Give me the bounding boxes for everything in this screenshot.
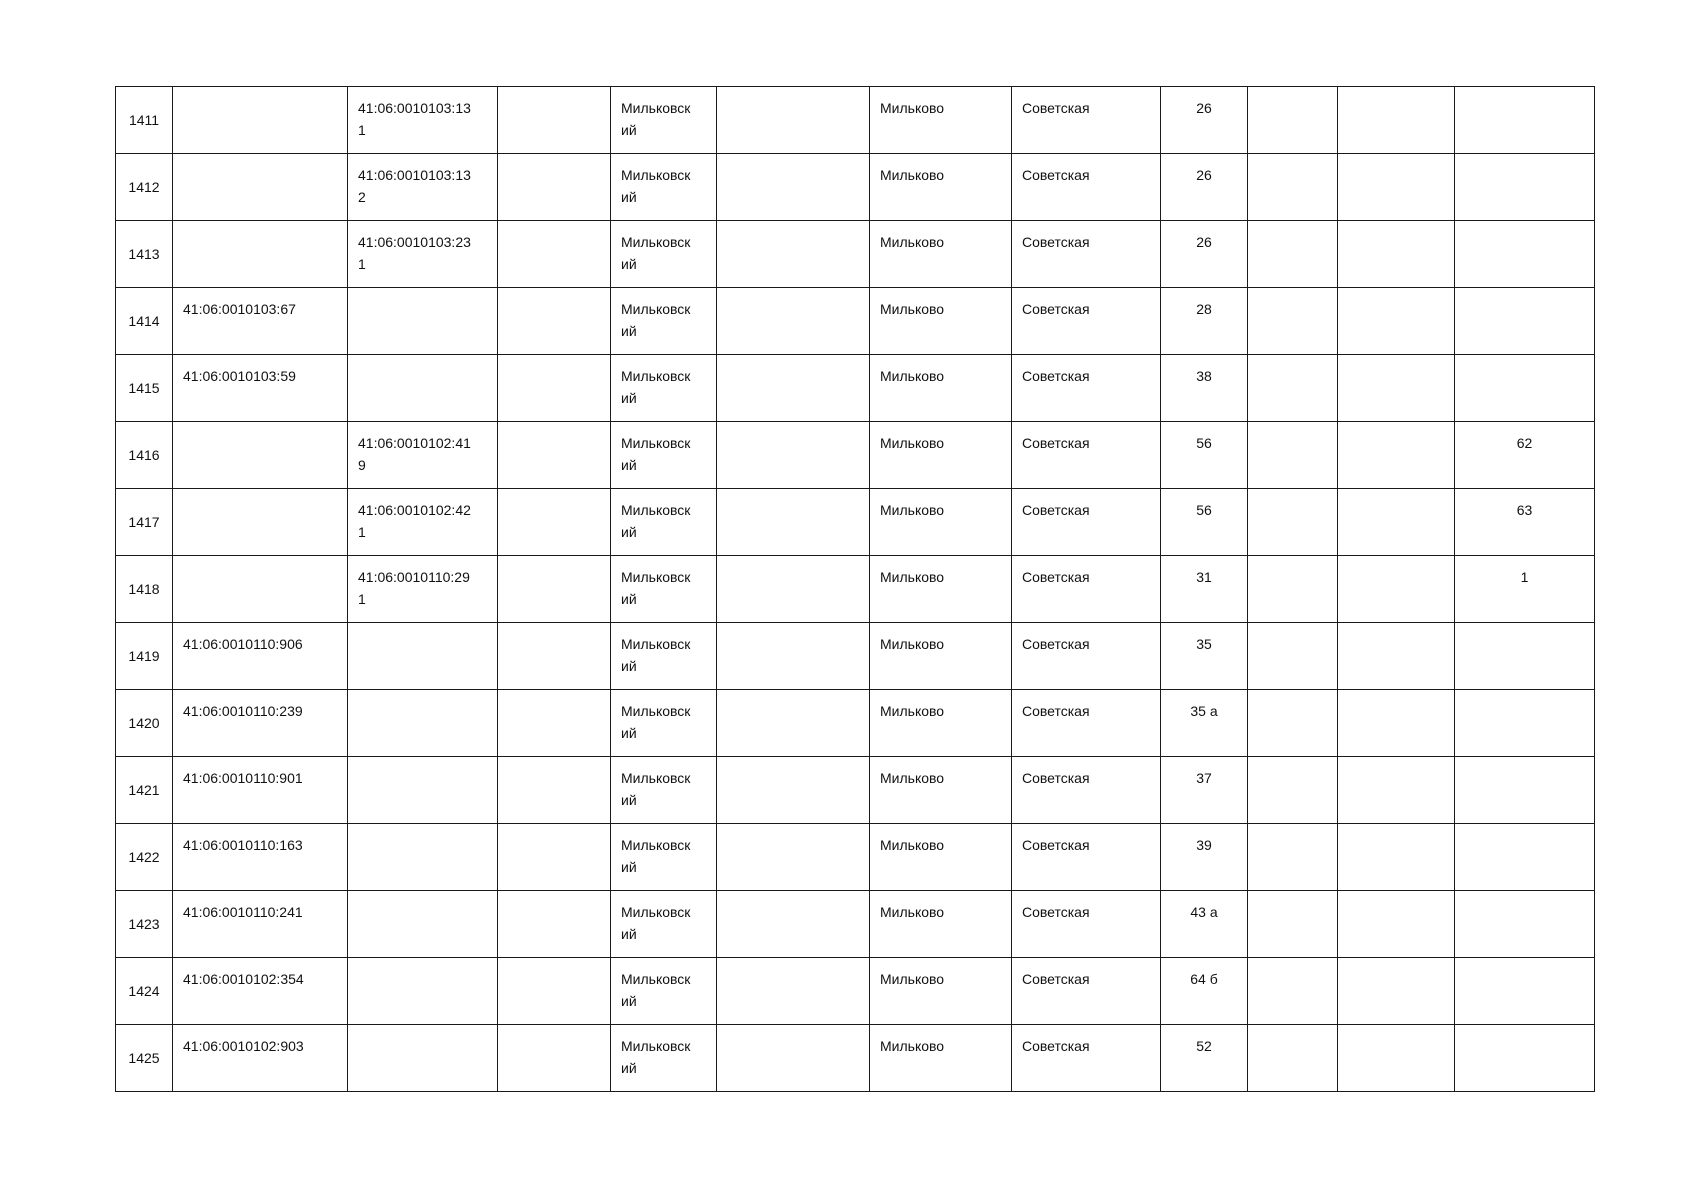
house-number-cell: 56 (1161, 489, 1248, 556)
empty-cell (1248, 556, 1338, 623)
house-number-cell: 52 (1161, 1025, 1248, 1092)
empty-cell (498, 489, 611, 556)
cadastral-number-cell: 41:06:0010103:67 (173, 288, 348, 355)
cadastral-number-cell (173, 87, 348, 154)
cadastral-number-2-cell (348, 355, 498, 422)
street-cell: Советская (1012, 221, 1161, 288)
empty-cell (498, 87, 611, 154)
cadastral-number-2-cell: 41:06:0010110:29 1 (348, 556, 498, 623)
empty-cell (717, 355, 870, 422)
empty-cell (498, 690, 611, 757)
cadastral-number-2-cell: 41:06:0010102:42 1 (348, 489, 498, 556)
district-cell: Мильковск ий (611, 757, 717, 824)
apartment-number-cell (1455, 288, 1595, 355)
row-number: 1422 (116, 824, 173, 891)
cadastral-number-cell: 41:06:0010110:239 (173, 690, 348, 757)
district-cell: Мильковск ий (611, 489, 717, 556)
empty-cell (498, 891, 611, 958)
row-number: 1424 (116, 958, 173, 1025)
street-cell: Советская (1012, 623, 1161, 690)
district-cell: Мильковск ий (611, 1025, 717, 1092)
empty-cell (1338, 489, 1455, 556)
apartment-number-cell (1455, 824, 1595, 891)
empty-cell (717, 422, 870, 489)
apartment-number-cell: 63 (1455, 489, 1595, 556)
cadastral-number-cell: 41:06:0010110:163 (173, 824, 348, 891)
locality-cell: Мильково (870, 824, 1012, 891)
empty-cell (717, 958, 870, 1025)
apartment-number-cell (1455, 958, 1595, 1025)
locality-cell: Мильково (870, 489, 1012, 556)
locality-cell: Мильково (870, 623, 1012, 690)
empty-cell (1338, 221, 1455, 288)
empty-cell (1338, 623, 1455, 690)
street-cell: Советская (1012, 422, 1161, 489)
empty-cell (717, 1025, 870, 1092)
locality-cell: Мильково (870, 288, 1012, 355)
empty-cell (498, 958, 611, 1025)
row-number: 1415 (116, 355, 173, 422)
empty-cell (717, 757, 870, 824)
table-row (116, 623, 1595, 690)
empty-cell (717, 690, 870, 757)
house-number-cell: 38 (1161, 355, 1248, 422)
street-cell: Советская (1012, 556, 1161, 623)
table-row (116, 690, 1595, 757)
district-cell: Мильковск ий (611, 891, 717, 958)
district-cell: Мильковск ий (611, 556, 717, 623)
locality-cell: Мильково (870, 891, 1012, 958)
empty-cell (498, 288, 611, 355)
locality-cell: Мильково (870, 355, 1012, 422)
house-number-cell: 37 (1161, 757, 1248, 824)
cadastral-number-2-cell (348, 1025, 498, 1092)
empty-cell (717, 824, 870, 891)
locality-cell: Мильково (870, 556, 1012, 623)
district-cell: Мильковск ий (611, 958, 717, 1025)
empty-cell (1248, 891, 1338, 958)
empty-cell (1338, 87, 1455, 154)
empty-cell (1248, 690, 1338, 757)
street-cell: Советская (1012, 288, 1161, 355)
empty-cell (1338, 690, 1455, 757)
cadastral-number-2-cell (348, 288, 498, 355)
table-row (116, 355, 1595, 422)
cadastral-number-2-cell (348, 690, 498, 757)
apartment-number-cell (1455, 690, 1595, 757)
cadastral-number-cell: 41:06:0010110:241 (173, 891, 348, 958)
empty-cell (1248, 757, 1338, 824)
house-number-cell: 43 а (1161, 891, 1248, 958)
empty-cell (1338, 757, 1455, 824)
empty-cell (1338, 891, 1455, 958)
locality-cell: Мильково (870, 221, 1012, 288)
empty-cell (717, 623, 870, 690)
street-cell: Советская (1012, 87, 1161, 154)
table-row (116, 87, 1595, 154)
empty-cell (498, 422, 611, 489)
row-number: 1420 (116, 690, 173, 757)
cadastral-number-cell (173, 556, 348, 623)
district-cell: Мильковск ий (611, 422, 717, 489)
cadastral-number-2-cell (348, 891, 498, 958)
empty-cell (498, 757, 611, 824)
empty-cell (1338, 556, 1455, 623)
house-number-cell: 26 (1161, 221, 1248, 288)
apartment-number-cell (1455, 623, 1595, 690)
cadastral-number-cell (173, 221, 348, 288)
table-row (116, 422, 1595, 489)
row-number: 1419 (116, 623, 173, 690)
apartment-number-cell: 1 (1455, 556, 1595, 623)
cadastral-number-cell (173, 422, 348, 489)
empty-cell (1248, 355, 1338, 422)
row-number: 1417 (116, 489, 173, 556)
empty-cell (717, 221, 870, 288)
table-row (116, 891, 1595, 958)
registry-table (115, 86, 1595, 1092)
table-row (116, 958, 1595, 1025)
house-number-cell: 35 а (1161, 690, 1248, 757)
empty-cell (1248, 422, 1338, 489)
empty-cell (498, 824, 611, 891)
cadastral-number-2-cell: 41:06:0010103:13 1 (348, 87, 498, 154)
apartment-number-cell: 62 (1455, 422, 1595, 489)
cadastral-number-cell: 41:06:0010110:901 (173, 757, 348, 824)
empty-cell (717, 288, 870, 355)
row-number: 1412 (116, 154, 173, 221)
house-number-cell: 35 (1161, 623, 1248, 690)
empty-cell (1338, 824, 1455, 891)
row-number: 1413 (116, 221, 173, 288)
district-cell: Мильковск ий (611, 355, 717, 422)
district-cell: Мильковск ий (611, 690, 717, 757)
table-row (116, 824, 1595, 891)
cadastral-number-cell (173, 489, 348, 556)
apartment-number-cell (1455, 154, 1595, 221)
street-cell: Советская (1012, 891, 1161, 958)
empty-cell (498, 154, 611, 221)
cadastral-number-cell: 41:06:0010102:354 (173, 958, 348, 1025)
house-number-cell: 26 (1161, 154, 1248, 221)
empty-cell (1338, 422, 1455, 489)
empty-cell (1338, 154, 1455, 221)
cadastral-number-cell (173, 154, 348, 221)
street-cell: Советская (1012, 757, 1161, 824)
empty-cell (1338, 288, 1455, 355)
empty-cell (1248, 824, 1338, 891)
cadastral-number-2-cell (348, 958, 498, 1025)
house-number-cell: 26 (1161, 87, 1248, 154)
street-cell: Советская (1012, 958, 1161, 1025)
empty-cell (1248, 623, 1338, 690)
row-number: 1423 (116, 891, 173, 958)
locality-cell: Мильково (870, 1025, 1012, 1092)
locality-cell: Мильково (870, 422, 1012, 489)
cadastral-number-2-cell (348, 757, 498, 824)
district-cell: Мильковск ий (611, 154, 717, 221)
street-cell: Советская (1012, 824, 1161, 891)
district-cell: Мильковск ий (611, 824, 717, 891)
district-cell: Мильковск ий (611, 623, 717, 690)
empty-cell (1338, 355, 1455, 422)
empty-cell (1248, 1025, 1338, 1092)
table-row (116, 221, 1595, 288)
cadastral-number-2-cell: 41:06:0010103:13 2 (348, 154, 498, 221)
street-cell: Советская (1012, 355, 1161, 422)
empty-cell (498, 355, 611, 422)
row-number: 1425 (116, 1025, 173, 1092)
locality-cell: Мильково (870, 87, 1012, 154)
empty-cell (498, 1025, 611, 1092)
empty-cell (717, 87, 870, 154)
cadastral-number-cell: 41:06:0010102:903 (173, 1025, 348, 1092)
empty-cell (498, 623, 611, 690)
empty-cell (1338, 958, 1455, 1025)
empty-cell (1248, 958, 1338, 1025)
apartment-number-cell (1455, 1025, 1595, 1092)
locality-cell: Мильково (870, 757, 1012, 824)
district-cell: Мильковск ий (611, 87, 717, 154)
street-cell: Советская (1012, 690, 1161, 757)
empty-cell (1248, 87, 1338, 154)
apartment-number-cell (1455, 221, 1595, 288)
cadastral-number-2-cell: 41:06:0010103:23 1 (348, 221, 498, 288)
empty-cell (1338, 1025, 1455, 1092)
cadastral-number-cell: 41:06:0010103:59 (173, 355, 348, 422)
apartment-number-cell (1455, 891, 1595, 958)
table-row (116, 154, 1595, 221)
locality-cell: Мильково (870, 154, 1012, 221)
table-row (116, 288, 1595, 355)
table-row (116, 757, 1595, 824)
row-number: 1411 (116, 87, 173, 154)
district-cell: Мильковск ий (611, 221, 717, 288)
empty-cell (717, 489, 870, 556)
house-number-cell: 64 б (1161, 958, 1248, 1025)
row-number: 1414 (116, 288, 173, 355)
street-cell: Советская (1012, 1025, 1161, 1092)
apartment-number-cell (1455, 87, 1595, 154)
row-number: 1421 (116, 757, 173, 824)
apartment-number-cell (1455, 757, 1595, 824)
street-cell: Советская (1012, 154, 1161, 221)
empty-cell (498, 556, 611, 623)
house-number-cell: 56 (1161, 422, 1248, 489)
locality-cell: Мильково (870, 690, 1012, 757)
house-number-cell: 39 (1161, 824, 1248, 891)
empty-cell (1248, 489, 1338, 556)
house-number-cell: 28 (1161, 288, 1248, 355)
empty-cell (1248, 288, 1338, 355)
row-number: 1418 (116, 556, 173, 623)
district-cell: Мильковск ий (611, 288, 717, 355)
street-cell: Советская (1012, 489, 1161, 556)
row-number: 1416 (116, 422, 173, 489)
cadastral-number-2-cell (348, 623, 498, 690)
table-row (116, 556, 1595, 623)
table-row (116, 1025, 1595, 1092)
apartment-number-cell (1455, 355, 1595, 422)
cadastral-number-2-cell: 41:06:0010102:41 9 (348, 422, 498, 489)
table-row (116, 489, 1595, 556)
empty-cell (717, 154, 870, 221)
locality-cell: Мильково (870, 958, 1012, 1025)
house-number-cell: 31 (1161, 556, 1248, 623)
empty-cell (1248, 221, 1338, 288)
empty-cell (1248, 154, 1338, 221)
empty-cell (717, 556, 870, 623)
empty-cell (498, 221, 611, 288)
cadastral-number-2-cell (348, 824, 498, 891)
empty-cell (717, 891, 870, 958)
cadastral-number-cell: 41:06:0010110:906 (173, 623, 348, 690)
